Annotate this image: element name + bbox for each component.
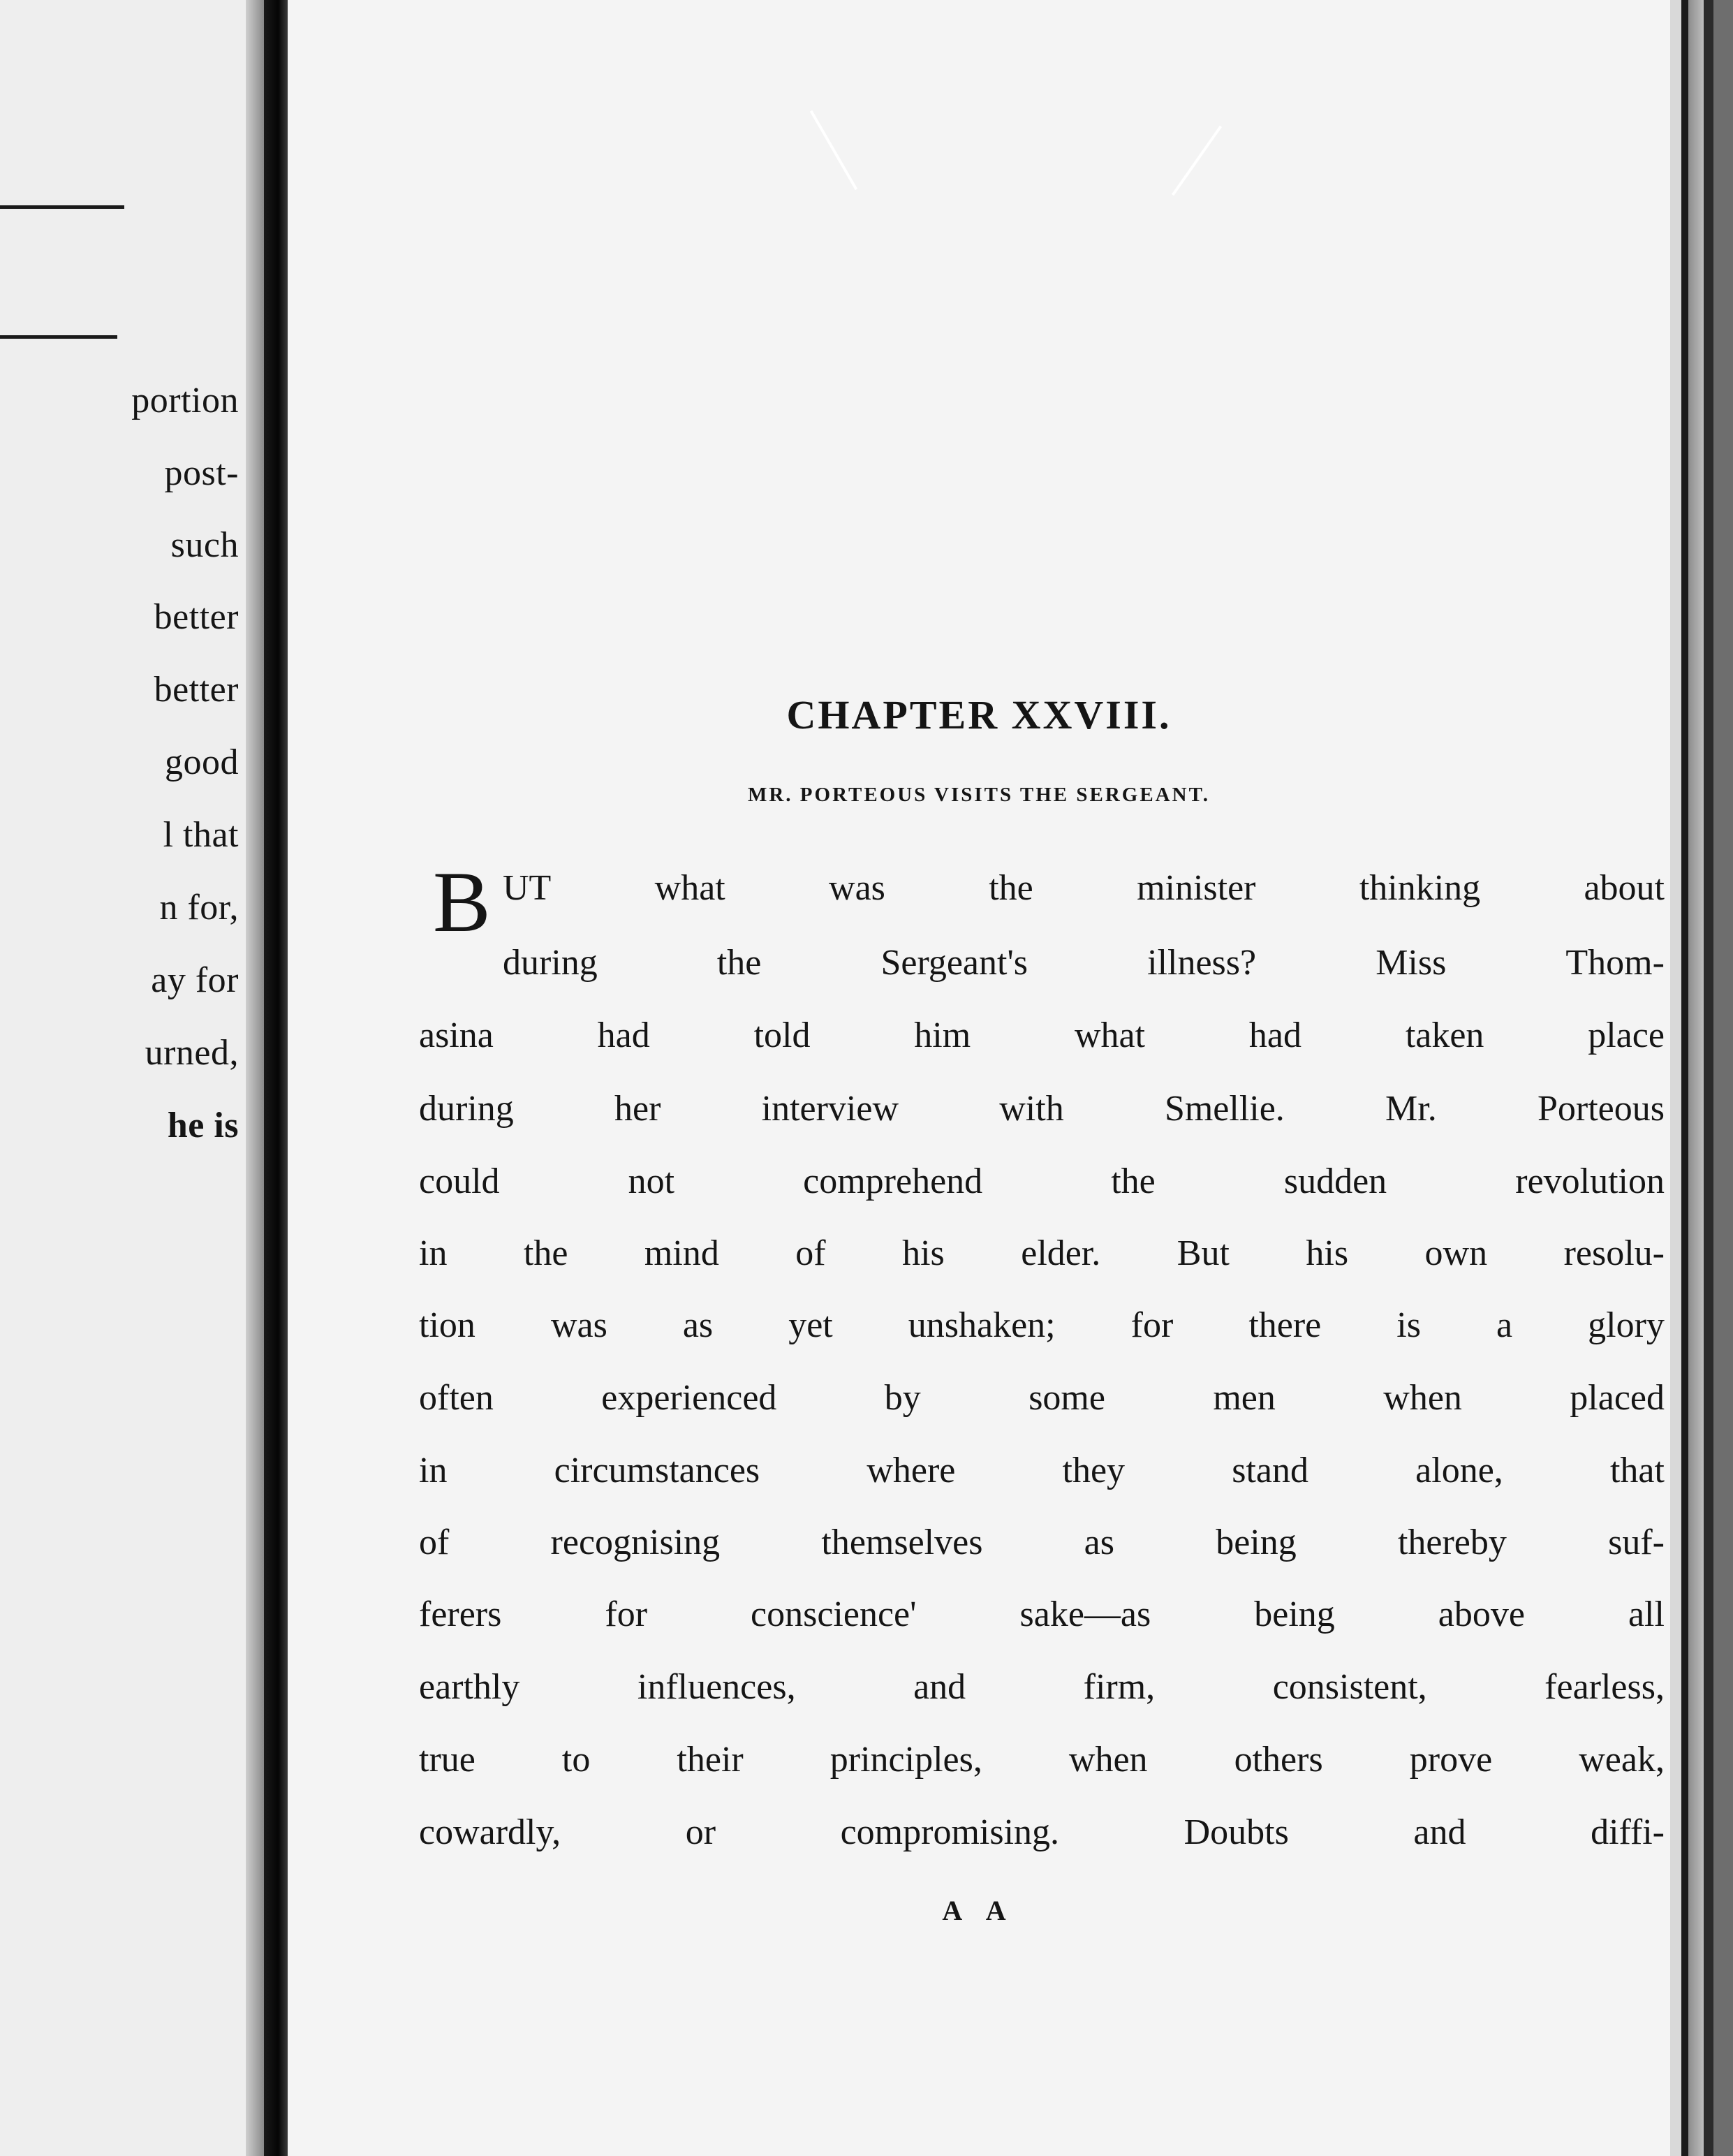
body-line [419, 1307, 1665, 1344]
word: recognising [550, 1523, 721, 1562]
word: thereby [1397, 1523, 1507, 1562]
word: influences, [637, 1667, 796, 1707]
word: being [1216, 1523, 1297, 1562]
word: about [1584, 868, 1665, 908]
body-line [419, 1669, 1665, 1706]
word: and [913, 1667, 966, 1707]
word: sudden [1283, 1161, 1387, 1201]
word: Porteous [1537, 1089, 1665, 1129]
body-line [419, 1161, 1665, 1201]
current-page [288, 0, 1670, 2156]
word: for [605, 1594, 648, 1634]
previous-page [0, 0, 246, 2156]
word: a [1496, 1305, 1513, 1345]
body-line [419, 1015, 1665, 1055]
word: Smellie. [1164, 1089, 1285, 1129]
word: experienced [601, 1378, 777, 1418]
word: sake—as [1019, 1594, 1151, 1634]
word: there [1248, 1305, 1322, 1345]
word: consistent, [1272, 1667, 1427, 1707]
word: circumstances [554, 1451, 760, 1490]
body-line [503, 945, 1665, 981]
previous-page-line: better [154, 670, 239, 710]
word: illness? [1147, 943, 1257, 983]
word: as [682, 1305, 714, 1345]
word: fearless, [1544, 1667, 1665, 1707]
word: in [419, 1451, 448, 1490]
word: true [419, 1740, 475, 1780]
word: above [1438, 1594, 1525, 1634]
body-line [419, 1091, 1665, 1127]
word: comprehend [803, 1161, 983, 1201]
word: the [1111, 1161, 1156, 1201]
word: suf- [1608, 1523, 1665, 1562]
word: conscience' [751, 1594, 917, 1634]
word: during [419, 1089, 514, 1129]
word: diffi- [1591, 1812, 1665, 1852]
previous-page-line: post- [164, 453, 239, 493]
word: as [1084, 1523, 1114, 1562]
previous-page-line: n for, [159, 888, 239, 927]
word: alone, [1415, 1451, 1503, 1490]
word: Sergeant's [880, 943, 1028, 983]
previous-page-line: such [170, 525, 239, 565]
word: firm, [1083, 1667, 1156, 1707]
previous-page-line: better [154, 597, 239, 637]
word: what [654, 868, 725, 908]
previous-page-line: he is [167, 1106, 239, 1145]
word: resolu- [1563, 1233, 1665, 1273]
word: yet [788, 1305, 833, 1345]
word: the [523, 1233, 568, 1273]
previous-page-line: l that [163, 815, 239, 855]
word: and [1413, 1812, 1466, 1852]
word: had [1248, 1015, 1301, 1055]
previous-page-line: ay for [151, 960, 239, 1000]
word: own [1424, 1233, 1488, 1273]
word: when [1068, 1740, 1148, 1780]
word: ferers [419, 1594, 502, 1634]
previous-page-line: urned, [145, 1033, 239, 1073]
body-line [503, 870, 1665, 907]
word: stand [1232, 1451, 1308, 1490]
body-line [419, 1525, 1665, 1561]
word: tion [419, 1305, 475, 1345]
word: was [550, 1305, 607, 1345]
word: told [753, 1015, 811, 1055]
drop-cap: B [433, 854, 491, 950]
word: placed [1570, 1378, 1665, 1418]
word: prove [1409, 1740, 1493, 1780]
word: minister [1137, 868, 1256, 908]
word: some [1028, 1378, 1105, 1418]
word: could [419, 1161, 500, 1201]
word: the [716, 943, 762, 983]
word: being [1254, 1594, 1335, 1634]
word: thinking [1359, 868, 1481, 908]
word: glory [1588, 1305, 1665, 1345]
word: Miss [1376, 943, 1447, 983]
signature-mark: A A [942, 1895, 1016, 1926]
body-line [419, 1742, 1665, 1778]
word: their [677, 1740, 744, 1780]
word: men [1213, 1378, 1276, 1418]
word: him [914, 1015, 971, 1055]
word: compromising. [840, 1812, 1060, 1852]
word: to [561, 1740, 591, 1780]
body-line [419, 1453, 1665, 1489]
word: Thom- [1565, 943, 1665, 983]
scan-artifact [810, 110, 857, 191]
word: her [614, 1089, 661, 1129]
word: But [1177, 1233, 1230, 1273]
page-edge [1681, 0, 1688, 2156]
word: is [1396, 1305, 1421, 1345]
body-line [419, 1235, 1665, 1272]
word: was [829, 868, 885, 908]
word: often [419, 1378, 494, 1418]
body-line [419, 1594, 1665, 1634]
word: during [503, 943, 598, 983]
word: his [1306, 1233, 1349, 1273]
word: place [1588, 1015, 1665, 1055]
word: with [999, 1089, 1064, 1129]
page-edge [1713, 0, 1733, 2156]
word: by [884, 1378, 921, 1418]
word: had [597, 1015, 650, 1055]
word: cowardly, [419, 1812, 561, 1852]
body-line [419, 1814, 1665, 1851]
section-rule [0, 335, 117, 339]
word: mind [644, 1233, 719, 1273]
body-line [419, 1380, 1665, 1416]
word: of [795, 1233, 826, 1273]
book-spine-gutter [264, 0, 288, 2156]
word: weak, [1579, 1740, 1665, 1780]
word: asina [419, 1015, 494, 1055]
word: of [419, 1523, 450, 1562]
page-edge [1704, 0, 1713, 2156]
word: UT [503, 868, 552, 908]
page-edge [1670, 0, 1681, 2156]
previous-page-line: good [165, 742, 239, 782]
word: others [1234, 1740, 1323, 1780]
word: unshaken; [908, 1305, 1056, 1345]
word: when [1383, 1378, 1462, 1418]
previous-page-line: portion [131, 381, 239, 420]
word: elder. [1021, 1233, 1101, 1273]
word: Doubts [1183, 1812, 1289, 1852]
word: the [989, 868, 1033, 908]
word: what [1075, 1015, 1146, 1055]
scan-artifact [1172, 126, 1222, 196]
word: principles, [829, 1740, 982, 1780]
word: that [1609, 1451, 1665, 1490]
word: in [419, 1233, 448, 1273]
word: interview [761, 1089, 899, 1129]
word: they [1062, 1451, 1126, 1490]
word: all [1628, 1594, 1665, 1634]
word: or [685, 1812, 716, 1852]
gutter-shadow [246, 0, 264, 2156]
chapter-title: CHAPTER XXVIII. [786, 692, 1172, 738]
page-edge [1688, 0, 1704, 2156]
word: earthly [419, 1667, 520, 1707]
section-rule [0, 205, 124, 209]
word: taken [1405, 1015, 1484, 1055]
chapter-subtitle: MR. PORTEOUS VISITS THE SERGEANT. [747, 784, 1211, 806]
word: revolution [1515, 1161, 1665, 1201]
word: his [902, 1233, 945, 1273]
word: themselves [821, 1523, 983, 1562]
word: Mr. [1385, 1089, 1437, 1129]
word: not [628, 1161, 675, 1201]
word: where [866, 1451, 956, 1490]
word: for [1130, 1305, 1174, 1345]
